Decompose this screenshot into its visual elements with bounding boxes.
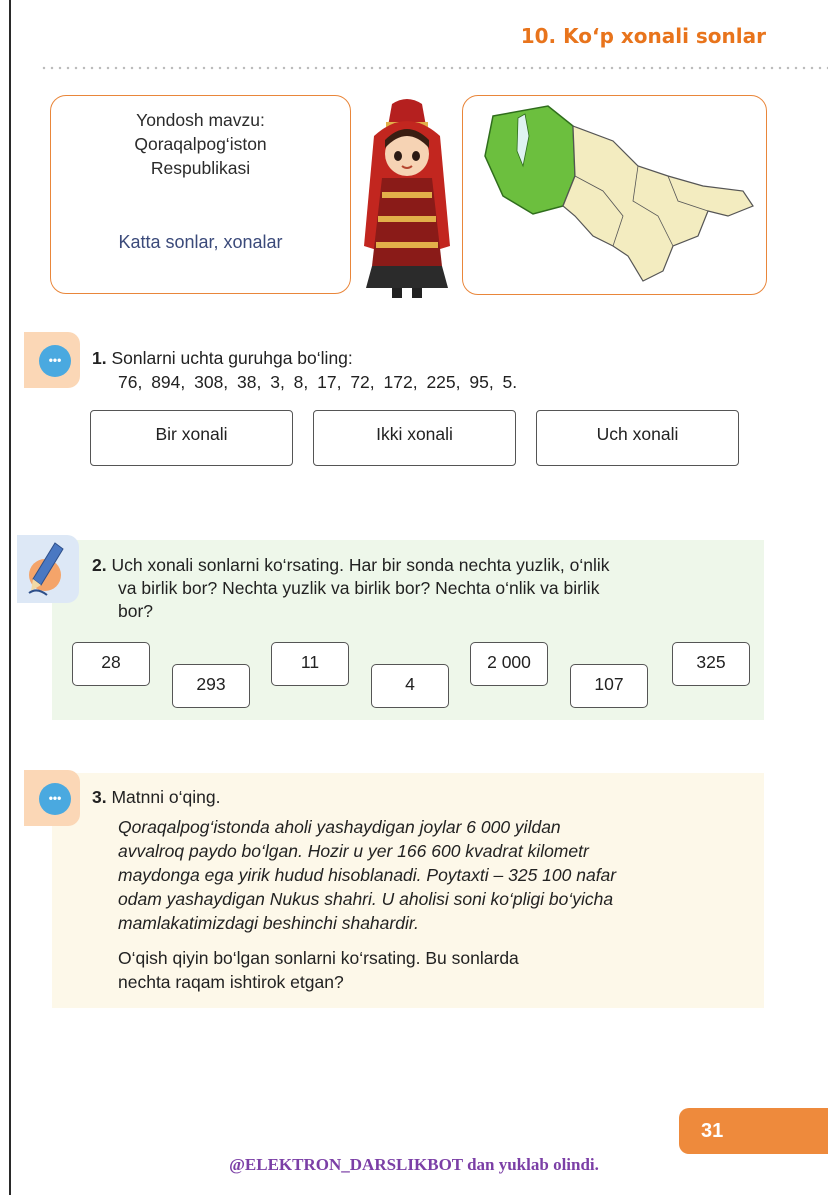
topic-box [50, 95, 351, 294]
reading-line: avvalroq paydo bo‘lgan. Hozir u yer 166 600 kvadrat kilometr [118, 841, 589, 861]
reading-line: maydonga ega yirik hudud hisoblanadi. Poytaxti – 325 100 nafar [118, 865, 617, 885]
topic-subtitle: Katta sonlar, xonalar [118, 232, 283, 252]
task1-badge [24, 332, 80, 388]
task2-number: 2. [92, 555, 107, 575]
task2-badge [17, 535, 79, 603]
task3-reading-text [118, 815, 616, 935]
map-box [462, 95, 767, 295]
topic-heading [51, 108, 350, 180]
number-card: 4 [371, 664, 449, 708]
task1-prompt [92, 347, 353, 370]
question-line: O‘qish qiyin bo‘lgan sonlarni ko‘rsating. Bu sonlarda [118, 948, 519, 968]
task3-title-text: Matnni o‘qing. [111, 787, 221, 807]
task3-badge [24, 770, 80, 826]
group-box-single-digit: Bir xonali [90, 410, 293, 466]
group-box-two-digit: Ikki xonali [313, 410, 516, 466]
speech-bubble-icon: ••• [39, 783, 71, 815]
reading-line: Qoraqalpog‘istonda aholi yashaydigan joylar 6 000 yildan [118, 817, 561, 837]
page-number: 31 [679, 1108, 828, 1154]
number-card: 293 [172, 664, 250, 708]
group-box-three-digit: Uch xonali [536, 410, 739, 466]
task2-line-3: bor? [118, 601, 154, 621]
pencil-icon [17, 535, 79, 603]
task3-title [92, 786, 220, 809]
task3-question [118, 946, 519, 994]
task2-line-2: va birlik bor? Nechta yuzlik va birlik bor? Nechta o‘nlik va birlik [118, 578, 600, 598]
dotted-divider [40, 66, 828, 70]
task3-number: 3. [92, 787, 107, 807]
task1-number: 1. [92, 348, 107, 368]
uzbekistan-map [463, 96, 767, 295]
question-line: nechta raqam ishtirok etgan? [118, 972, 344, 992]
number-card: 107 [570, 664, 648, 708]
page-border [9, 0, 11, 1195]
topic-line-3: Respublikasi [150, 158, 251, 178]
number-card: 2 000 [470, 642, 548, 686]
reading-line: odam yashaydigan Nukus shahri. U aholisi soni ko‘pligi bo‘yicha [118, 889, 614, 909]
task1-text: Sonlarni uchta guruhga bo‘ling: [111, 348, 353, 368]
task1-numbers: 76, 894, 308, 38, 3, 8, 17, 72, 172, 225, 95, 5. [118, 372, 518, 392]
task2-prompt [92, 554, 742, 623]
chapter-title: 10. Ko‘p xonali sonlar [520, 24, 766, 48]
footer-credit: @ELEKTRON_DARSLIKBOT dan yuklab olindi. [229, 1155, 599, 1174]
number-card: 325 [672, 642, 750, 686]
task2-line-1: 2. Uch xonali sonlarni ko‘rsating. Har bir sonda nechta yuzlik, o‘nlik [92, 555, 610, 575]
topic-line-2: Qoraqalpog‘iston [134, 134, 267, 154]
topic-line-1: Yondosh mavzu: [136, 110, 265, 130]
reading-line: mamlakatimizdagi beshinchi shahardir. [118, 913, 419, 933]
number-card: 28 [72, 642, 150, 686]
girl-in-national-dress-illustration [352, 96, 462, 301]
speech-bubble-icon: ••• [39, 345, 71, 377]
number-card: 11 [271, 642, 349, 686]
